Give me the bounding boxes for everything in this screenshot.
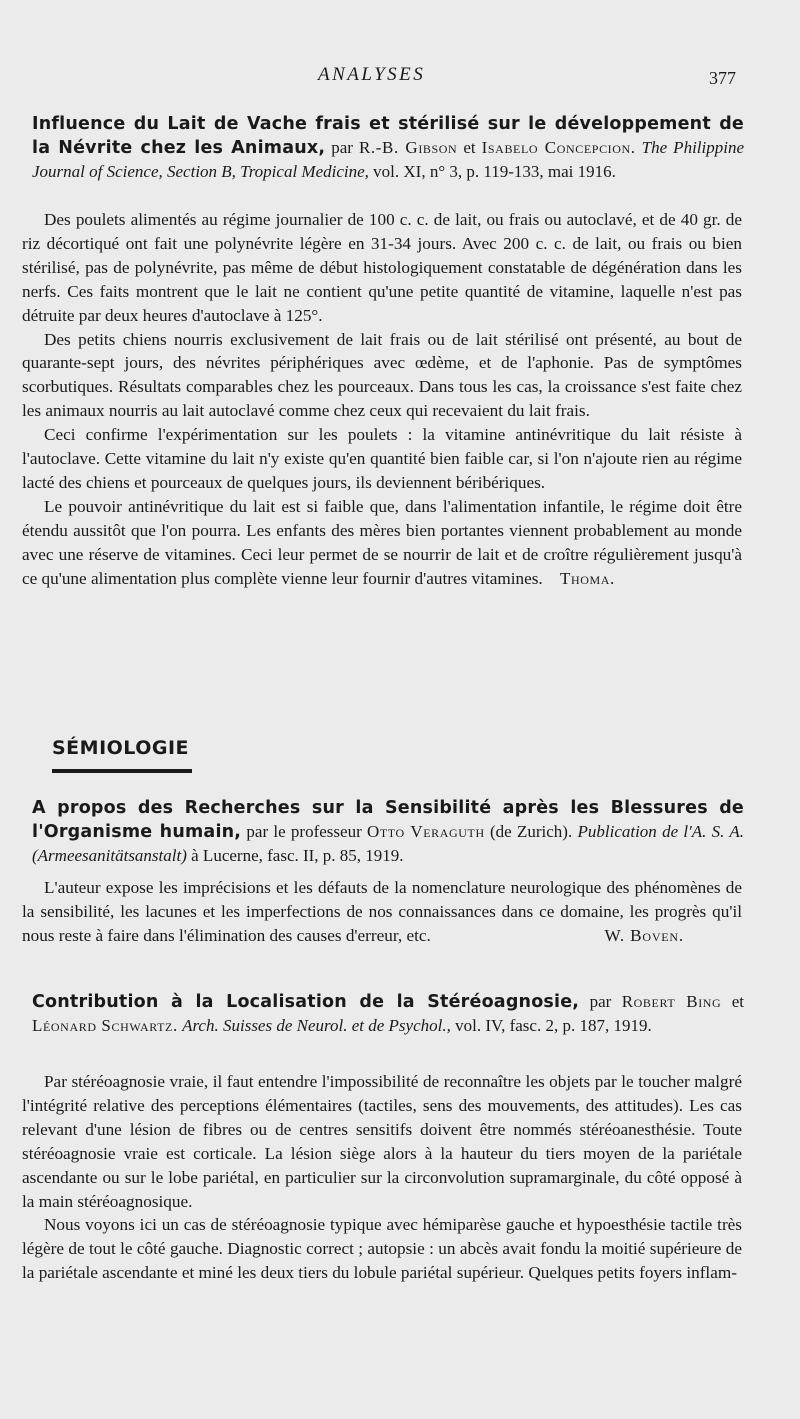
page-number: 377: [709, 68, 736, 88]
article-3-body: [22, 1070, 742, 1285]
article-1-paragraph-2: Des petits chiens nourris exclusivement de lait frais ou de lait stérilisé ont présenté, au bout de quarante-sept jours, des névrites périphériques avec œdème, et de l'aphonie. Pas de symptômes scorbutiques. Résultats comparables chez les pourceaux. Dans tous les cas, la croissance s'est faite chez les animaux nourris au lait autoclavé comme chez ceux qui recevaient du lait frais.: [22, 329, 742, 421]
article-3-title: Contribution à la Localisation de la Stéréoagnosie,: [32, 992, 580, 1012]
section-heading: SÉMIOLOGIE: [52, 737, 190, 759]
article-1-signature: Thoma.: [559, 568, 615, 588]
article-3-journal: Arch. Suisses de Neurol. et de Psychol.,: [182, 1016, 451, 1035]
article-1-title: Influence du Lait de Vache frais et stérilisé sur le développement de la Névrite chez les Animaux,: [32, 114, 744, 158]
article-1-paragraph-1: Des poulets alimentés au régime journalier de 100 c. c. de lait, ou frais ou autoclavé, et de 40 gr. de riz décortiqué ont fait une polynévrite légère en 31-34 jours. Avec 200 c. c. de lait, ou frais ou bien stérilisé, pas de polynévrite, pas même de début histologiquement constatable de dégénération dans les nerfs. Ces faits montrent que le lait ne contient qu'une petite quantité de vitamine, laquelle n'est pas détruite par deux heures d'autoclave à 125°.: [22, 210, 742, 325]
article-3-author-b: Léonard Schwartz.: [32, 1016, 178, 1035]
article-1-body: [22, 208, 742, 591]
article-2-header: [32, 796, 744, 867]
article-2-author: Otto Veraguth: [367, 822, 485, 841]
article-1-header: [32, 112, 744, 183]
article-3-citation: vol. IV, fasc. 2, p. 187, 1919.: [455, 1016, 652, 1035]
article-2-paragraph-1: [22, 876, 742, 948]
article-3-and: et: [731, 992, 745, 1011]
section-rule: [52, 769, 192, 773]
article-3-header: [32, 990, 744, 1037]
article-1-by: par: [331, 138, 353, 157]
article-1-paragraph-3: Ceci confirme l'expérimentation sur les poulets : la vitamine antinévritique du lait résiste à l'autoclave. Cette vitamine du lait n'y existe qu'en quantité bien faible car, si l'on n'ajoute rien au régime lacté des chiens et pourceaux de quelques jours, ils deviennent béribériques.: [22, 425, 742, 492]
article-1-journal: The Philippine Journal of Science, Section B, Tropical Medicine,: [32, 138, 745, 181]
article-2-signature: W. Boven.: [604, 925, 684, 945]
article-2-publication: Publication de l'A. S. A. (Armeesanitätsanstalt): [32, 822, 744, 865]
article-1-citation: vol. XI, n° 3, p. 119-133, mai 1916.: [373, 162, 616, 181]
article-2-paragraph-1-text: L'auteur expose les imprécisions et les défauts de la nomenclature neurologique des phénomènes de la sensibilité, les lacunes et les imperfections de nos connaissances dans ce domaine, les progrès qu'il nous reste à faire dans l'élimination des causes d'erreur, etc.: [22, 878, 742, 945]
article-2-citation: à Lucerne, fasc. II, p. 85, 1919.: [191, 846, 404, 865]
article-2-title: A propos des Recherches sur la Sensibilité après les Blessures de l'Organisme humain,: [32, 798, 744, 842]
article-2-place: (de Zurich).: [490, 822, 573, 841]
article-2-by: par le professeur: [246, 822, 362, 841]
running-title: ANALYSES: [318, 64, 426, 85]
article-2-body: [22, 876, 742, 948]
article-1-author-b: Isabelo Concepcion.: [481, 138, 636, 157]
running-head: [0, 64, 800, 94]
article-3-author-a: Robert Bing: [621, 992, 722, 1011]
article-3-paragraph-1: Par stéréoagnosie vraie, il faut entendre l'impossibilité de reconnaître les objets par le toucher malgré l'intégrité relative des perceptions élémentaires (tactiles, sens des mouvements, des attitudes). Les cas relevant d'une lésion de fibres ou de centres sensitifs doivent être nommés stéréoanesthésie. Toute stéréoagnosie vraie est corticale. La lésion siège alors à la hauteur du tiers moyen de la pariétale ascendante ou sur le lobe pariétal, en particulier sur la circonvolution supramarginale, du côté opposé à la main stéréoagnosique.: [22, 1072, 742, 1211]
article-1-paragraph-4-text: Le pouvoir antinévritique du lait est si faible que, dans l'alimentation infantile, le régime doit être étendu aussitôt que l'on pourra. Les enfants des mères bien portantes viennent probablement au monde avec une réserve de vitamines. Ceci leur permet de se nourrir de lait et de croître régulièrement jusqu'à ce qu'une alimentation plus complète vienne leur fournir d'autres vitamines.: [22, 496, 742, 588]
article-1-and: et: [463, 138, 476, 157]
article-3-paragraph-2: Nous voyons ici un cas de stéréoagnosie typique avec hémiparèse gauche et hypoesthésie tactile très légère de tout le côté gauche. Diagnostic correct ; autopsie : un abcès avait fondu la moitié supérieure de la pariétale ascendante et miné les deux tiers du lobule pariétal supérieur. Quelques petits foyers inflam-: [22, 1215, 742, 1283]
article-1-paragraph-4: [22, 495, 742, 591]
article-3-by: par: [589, 992, 612, 1011]
article-1-author-a: R.-B. Gibson: [358, 138, 458, 157]
